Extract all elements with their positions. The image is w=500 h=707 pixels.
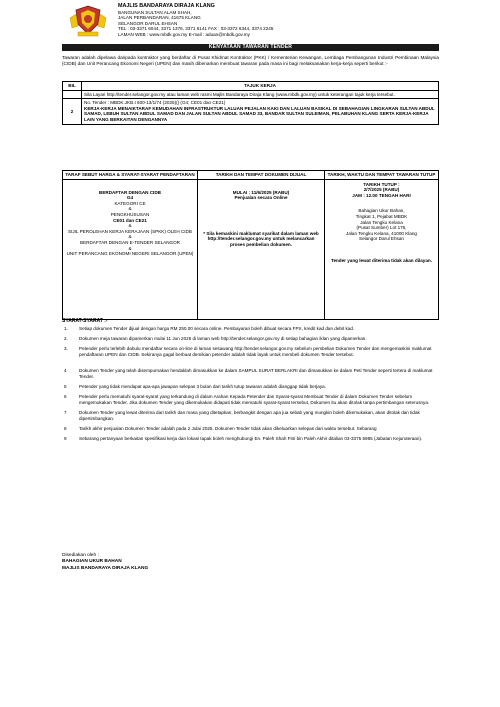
list-item: 1. Setiap dokumen Tender dijual dengan harga RM 250.00 secara online. Pembayaran boleh dibuat secara FPX, kredit kad dan debit kad. xyxy=(64,326,355,331)
late-warning: Tender yang lewat diterima tidak akan dilayan. xyxy=(330,257,432,263)
registration-cell: BERDAFTAR DENGAN CIDB G4 KATEGORI CE & PENGKHUSUSAN CE01 dan CE21 & SIJIL PEROLEHAN KERJA KERAJAAN (SPKK) OLEH CIDB & BERDAFTAR DENGAN E-TENDER SELANGOR & UNIT PERANCANG EKONOMI NEGERI SELANGOR (UPEN) xyxy=(63,179,198,319)
contact-line: LAMAN WEB : www.mbdk.gov.my E-mail : aduan@mbdk.gov.my xyxy=(118,31,250,37)
conditions-list xyxy=(62,326,439,446)
list-item: 4 Dokumen Tender yang telah disempurnakan hendaklah dimasukkan ke dalam SAMPUL SURAT BERLAKRI dan dimasukkan ke dalam Peti Tender seperti tertera di maklumat Tender. xyxy=(64,368,433,379)
list-item: 7 Dokumen Tender yang lewat diterima dari tarikh dan masa yang ditetapkan, berbangkit dengan apa jua sebab yang mungkin boleh dikemukakan, akan ditolak dan tidak dipertimbangkan. xyxy=(64,410,420,421)
list-item: 8 Tarikh akhir penjualan Dokumen Tender adalah pada 2 Julai 2025. Dokumen Tender tidak akan dikeluarkan selepas dari waktu tersebut. Sebarang xyxy=(64,426,377,431)
conditions-title: SYARAT-SYARAT :- xyxy=(62,318,108,324)
sale-note: * Sila kemaskini maklumat syarikat dalam laman web http://tender.selangor.gov.my untuk melancarkan proses pembelian dokumen. xyxy=(203,230,319,247)
address-line: JALAN PERBANDARAN, 41675 KLANG xyxy=(118,15,201,21)
sale-cell xyxy=(198,179,325,319)
mbdk-crest-icon xyxy=(68,4,108,38)
sale-mode: Penjualan secara Online xyxy=(234,195,288,201)
work-title: KERJA-KERJA MENAIKTARAF KEMUDAHAN INFRASTRUKTUR LALUAN PEJALAN KAKI DAN LALUAN BASIKAL DI SEBAHAGIAN LINGKARAN SULTAN ABDUL SAMAD, LEBUH SULTAN ABDUL SAMAD DAN JALAN SULTAN ABDUL SAMAD 33, BANDAR SULTAN SULEIMAN, PELABUHAN KLANG SERTA KERJA-KERJA LAIN YANG BERKAITAN DENGANNYA xyxy=(84,105,435,122)
header-tutup: TARIKH, WAKTU DAN TEMPAT TAWARAN TUTUP xyxy=(325,171,439,180)
conditions-table xyxy=(62,170,439,320)
closing-cell: TARIKH TUTUP : 2/7/2025 (RABU) JAM : 12.00 TENGAH HARI Bahagian Ukur Bahan, Tingkat 1, Pejabat MBDK Jalan Tengku Kelana (Pusat Sumber) Lot 175, Jalan Tengku Kelana, 41000 Klang Selangor Darul Ehsan Tender yang lewat diterima tidak akan dilayan. xyxy=(325,179,439,319)
work-cell xyxy=(82,99,439,124)
closing-time: JAM : 12.00 TENGAH HARI xyxy=(352,192,411,198)
notice-text: Sila Layari http://tender.selangor.gov.my atau laman web rasmi Majlis Bandaraya Diraja Klang (www.mbdk.gov.my) untuk keterangan tajuk kerja tersebut. xyxy=(82,90,439,99)
contact-line: TEL : 03-3371 6044, 3371 1376, 3371 6141 FAX : 03-3372 6344, 3374 2245 xyxy=(118,26,274,32)
list-item: 6 Petender perlu mematuhi syarat-syarat yang terkandung di dalam Arahan Kepada Petender dan Syarat-syarat Membuat Tender di dalam Dokumen Tender sebelum mengemukakan Tender. Jika dokumen Tender yang dikemukakan didapati tidak mematuhi syarat-syarat tersebut, Dokumen itu akan ditolak tanpa pertimbangan seterusnya. xyxy=(64,394,430,405)
col-bil-header: BIL xyxy=(63,82,82,91)
address-line: SELANGOR DARUL EHSAN xyxy=(118,20,178,26)
col-tajuk-header: TAJUK KERJA xyxy=(82,82,439,91)
row-number: 2 xyxy=(63,99,82,124)
sale-date: MULAI : 11/6/2025 (RABU) xyxy=(232,189,290,195)
list-item: 5 Petender yang tidak mendapat apa-apa jawapan selepas 3 bulan dari tarikh tutup tawaran adalah dianggap tidak berjaya. xyxy=(64,384,326,389)
header-taraf: TARAF SEBUT HARGA & SYARAT-SYARAT PENDAFTARAN xyxy=(63,171,198,180)
intro-paragraph: Tawaran adalah dipelawa daripada kontraktor yang berdaftar di Pusat Khidmat Kontraktor (PKK) / Kementerian Kewangan, Lembaga Pembangunan Industri Pembinaan Malaysia (CIDB) dan Unit Perancang Ekonomi Negeri (UPEN) dan masih dibenarkan membuat tawaran pada masa ini bagi melaksanakan kerja-kerja seperti berikut :- xyxy=(62,55,439,67)
work-title-table xyxy=(62,81,439,125)
page-title: KENYATAAN TAWARAN TENDER xyxy=(62,44,439,51)
tender-number: No. Tender : MBDK.JKB.I 600-13/1/74 (2025)() (G4; CE01 dan CE21) xyxy=(84,100,226,106)
list-item: 3. Petender perlu terlebih dahulu mendaftar secara on-line di laman sesawang http://tender.selangor.gov.my sebelum pembelian Dokumen Tender dan mengemaskini maklumat pendaftaran UPEN dan CIDB. Sekiranya gagal berbuat demikian petender adalah tidak layak untuk membeli dokumen Tender tersebut. xyxy=(64,346,432,357)
list-item: 2. Dokumen meja tawaran dipamerkan mulai 11 Jun 2025 di laman web http://tender.selangor.gov.my di setiap bahagian iklan yang dipamerkan. xyxy=(64,336,367,341)
letterhead xyxy=(118,4,273,38)
closing-date: 2/7/2025 (RABU) xyxy=(363,187,400,193)
list-item: 9 Sebarang pertanyaan berkaitan spesifikasi kerja dan lokasi tapak boleh menghubungi En. Paleh Shah Fitri bin Paleh Akhir ditalian 03-3375 5985 (Jabatan Kejuruteraan). xyxy=(64,436,423,441)
signature-block: Disediakan oleh : BAHAGIAN UKUR BAHAN MAJLIS BANDARAYA DIRAJA KLANG xyxy=(62,553,149,571)
address-line: BANGUNAN SULTAN ALAM SHAH, xyxy=(118,9,192,15)
header-dokumen: TARIKH DAN TEMPAT DOKUMEN DIJUAL xyxy=(198,171,325,180)
org-name: MAJLIS BANDARAYA DIRAJA KLANG xyxy=(118,3,215,9)
